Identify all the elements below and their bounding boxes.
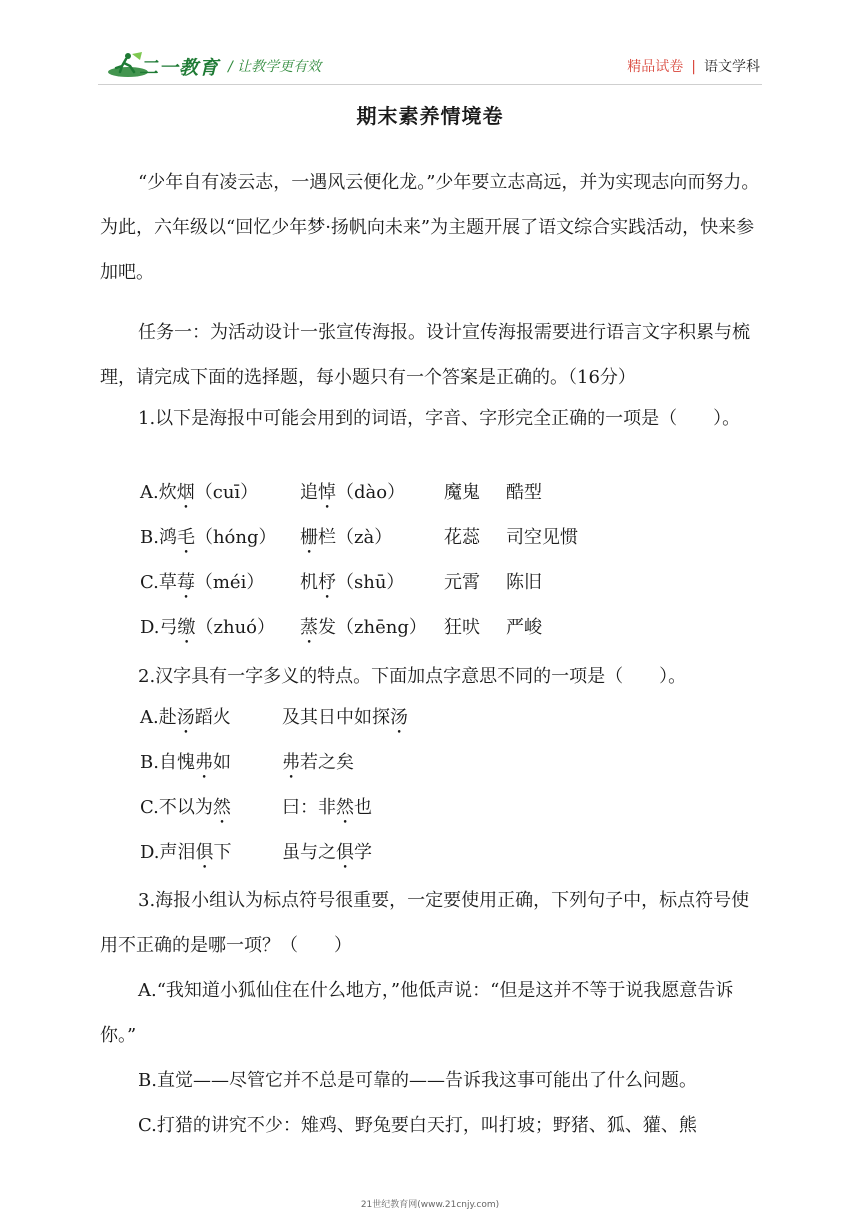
q1-option-b: B.鸿毛（hóng） 栅栏（zà） 花蕊 司空见惯 xyxy=(140,527,578,548)
header-subject xyxy=(627,56,760,76)
q3-stem: 3.海报小组认为标点符号很重要，一定要使用正确，下列句子中，标点符号使用不正确的是哪一项？（ ） xyxy=(100,890,750,956)
page-header xyxy=(0,0,860,92)
q3-option-b: B.直觉——尽管它并不总是可靠的——告诉我这事可能出了什么问题。 xyxy=(138,1070,697,1091)
page-footer: 21世纪教育网(www.21cnjy.com) xyxy=(360,1200,500,1210)
q1-option-c: C.草莓（méi） 机杼（shū） 元霄 陈旧 xyxy=(140,572,542,593)
header-separator: | xyxy=(691,59,696,75)
q2-stem: 2.汉字具有一字多义的特点。下面加点字意思不同的一项是（ ）。 xyxy=(138,666,687,687)
q1-stem: 1.以下是海报中可能会用到的词语，字音、字形完全正确的一项是（ ）。 xyxy=(138,408,741,429)
q1-option-a: A.炊烟（cuī） 追悼（dào） 魔鬼 酷型 xyxy=(140,482,542,503)
task1-paragraph: 任务一：为活动设计一张宣传海报。设计宣传海报需要进行语言文字积累与梳理，请完成下面的选择题，每小题只有一个答案是正确的。（16分） xyxy=(100,322,750,388)
q3-option-c: C.打猎的讲究不少：雉鸡、野兔要白天打，叫打坡；野猪、狐、獾、熊 xyxy=(138,1115,697,1136)
q2-option-a: A.赴汤蹈火 及其日中如探汤 xyxy=(140,707,408,728)
page-title: 期末素养情境卷 xyxy=(356,104,504,128)
q3-option-a: A.“我知道小狐仙住在什么地方，”他低声说：“但是这并不等于说我愿意告诉你。” xyxy=(100,980,734,1046)
subject-label: 语文学科 xyxy=(704,59,760,75)
logo-text: 二一教育 xyxy=(139,57,220,79)
intro-paragraph: “少年自有凌云志，一遇风云便化龙。”少年要立志高远，并为实现志向而努力。为此，六年级以“回忆少年梦·扬帆向未来”为主题开展了语文综合实践活动，快来参加吧。 xyxy=(100,172,760,283)
q1-option-d: D.弓缴（zhuó） 蒸发（zhēng） 狂吠 严峻 xyxy=(140,617,542,638)
slogan: / 让教学更有效 xyxy=(228,59,322,75)
header-divider xyxy=(98,84,762,85)
premium-paper-label: 精品试卷 xyxy=(627,59,684,75)
q2-option-c: C.不以为然 曰：非然也 xyxy=(140,797,372,818)
q2-option-d: D.声泪俱下 虽与之俱学 xyxy=(140,842,372,863)
q2-option-b: B.自愧弗如 弗若之矣 xyxy=(140,752,354,773)
